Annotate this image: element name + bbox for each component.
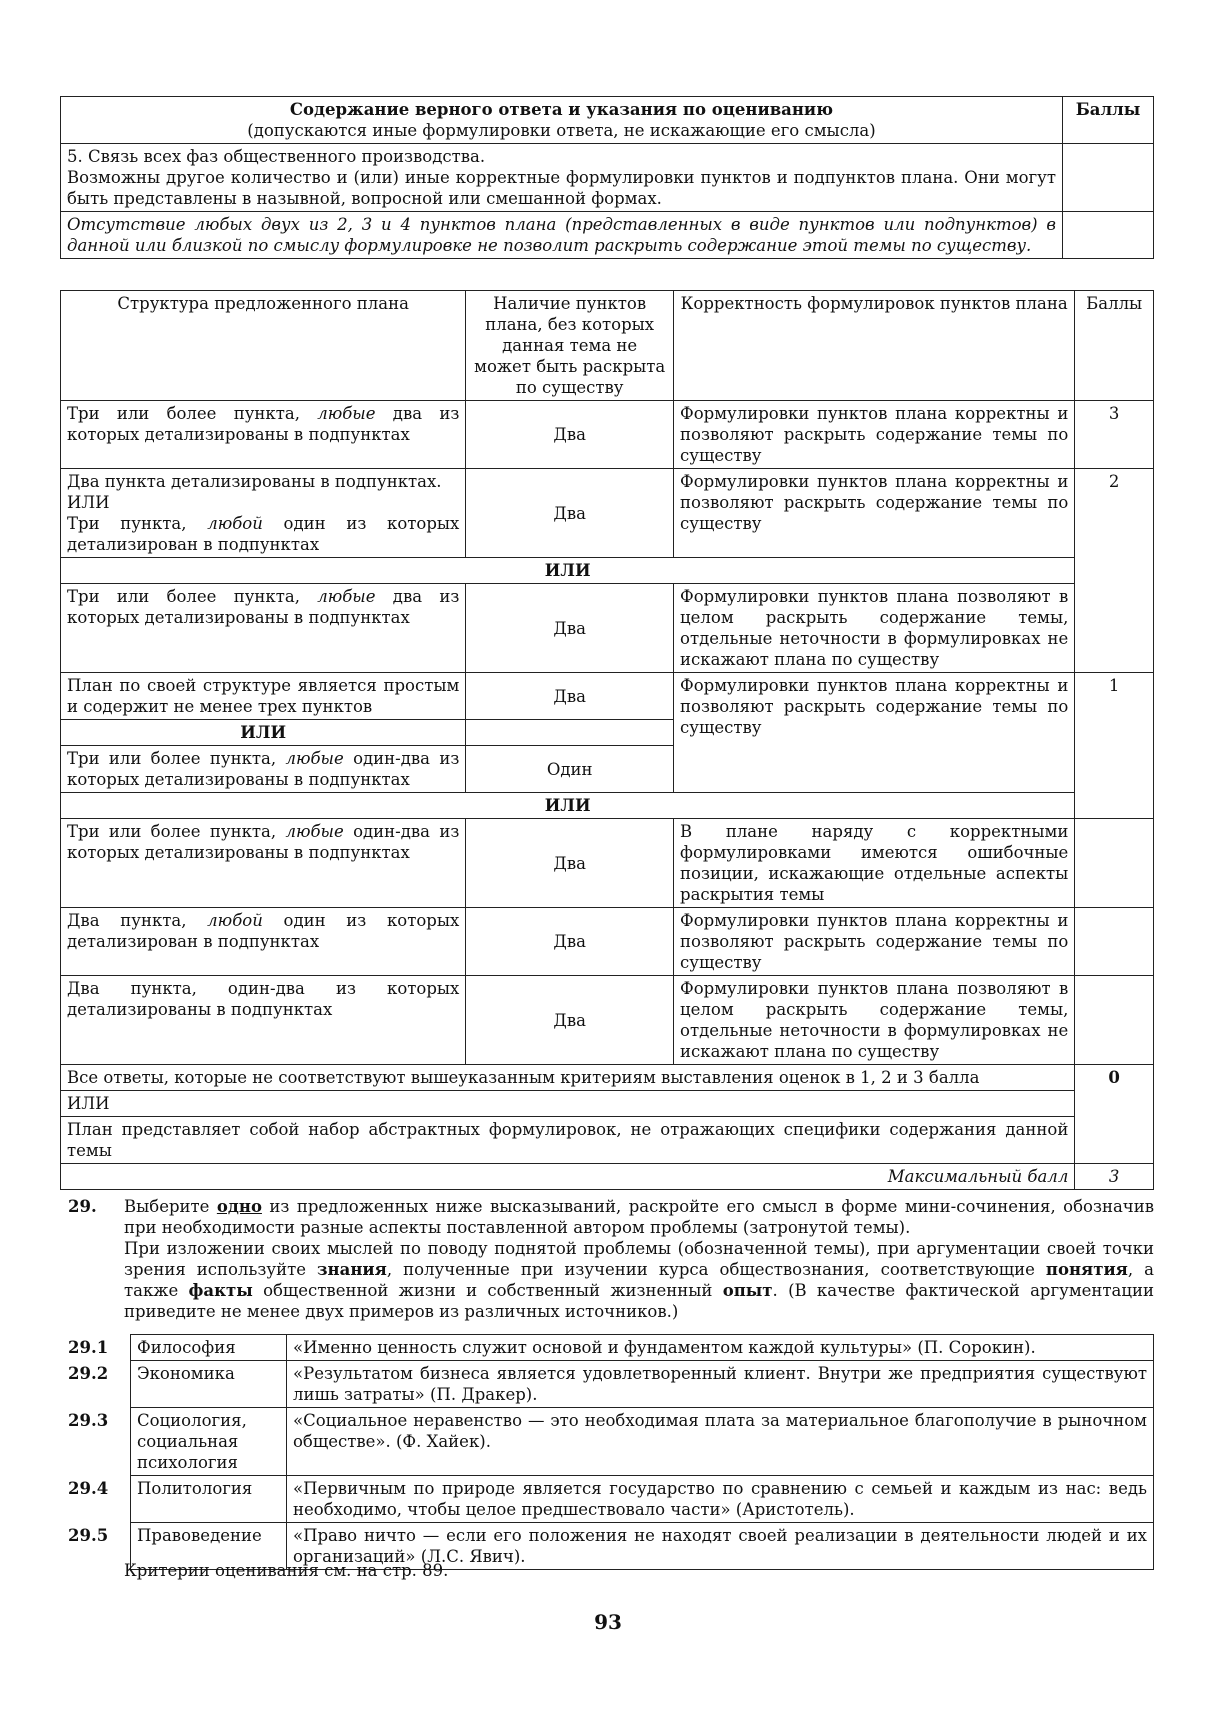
header-balls: Баллы <box>1075 291 1154 401</box>
row1-presence: Два <box>466 401 674 469</box>
row9-balls: 0 <box>1075 1065 1154 1164</box>
topic-row: 29.2 Экономика «Результатом бизнеса является удовлетворенный клиент. Внутри же предприятия существуют лишь затраты» (П. Дракер). <box>60 1361 1154 1408</box>
max-score-label: Максимальный балл <box>61 1164 1075 1190</box>
topic-quote: «Право ничто — если его положения не находят своей реализации в деятельности людей и их организаций» (Л.С. Явич). <box>287 1523 1154 1570</box>
topic-field: Социология, социальная психология <box>131 1408 287 1476</box>
row1-structure: Три или более пункта, любые два из которых детализированы в подпунктах <box>61 401 466 469</box>
question-29 <box>60 1196 1154 1322</box>
italic-note: Отсутствие любых двух из 2, 3 и 4 пунктов плана (представленных в виде пунктов или подпунктов) в данной или близкой по смыслу формулировке не позволит раскрыть содержание этой темы по существу. <box>61 212 1063 259</box>
row8-structure: Два пункта, один-два из которых детализированы в подпунктах <box>61 976 466 1065</box>
row8-correct: Формулировки пунктов плана позволяют в целом раскрыть содержание темы, отдельные неточности в формулировках не искажают плана по существу <box>674 976 1075 1065</box>
row9-all: Все ответы, которые не соответствуют вышеуказанным критериям выставления оценок в 1, 2 и 3 балла <box>61 1065 1075 1091</box>
row7-presence: Два <box>466 908 674 976</box>
row7-structure: Два пункта, любой один из которых детализирован в подпунктах <box>61 908 466 976</box>
topic-row: 29.5 Правоведение «Право ничто — если его положения не находят своей реализации в деятельности людей и их организаций» (Л.С. Явич). <box>60 1523 1154 1570</box>
row6-presence: Два <box>466 819 674 908</box>
row3-presence: Два <box>466 584 674 673</box>
topic-field: Правоведение <box>131 1523 287 1570</box>
row6-correct: В плане наряду с корректными формулировками имеются ошибочные позиции, искажающие отдельные аспекты раскрытия темы <box>674 819 1075 908</box>
row8-presence: Два <box>466 976 674 1065</box>
criteria-reference: Критерии оценивания см. на стр. 89. <box>124 1561 449 1580</box>
row4-balls: 1 <box>1075 673 1154 819</box>
topic-row: 29.3 Социология, социальная психология «Социальное неравенство — это необходимая плата за материальное благополучие в рыночном обществе». (Ф. Хайек). <box>60 1408 1154 1476</box>
row2-presence: Два <box>466 469 674 558</box>
row2-structure: Два пункта детализированы в подпунктах. ИЛИ Три пункта, любой один из которых детализирован в подпунктах <box>61 469 466 558</box>
criteria-table <box>60 290 1154 1190</box>
row6-structure: Три или более пункта, любые один-два из которых детализированы в подпунктах <box>61 819 466 908</box>
or-divider-3: ИЛИ <box>61 793 1075 819</box>
answer-content-title: Содержание верного ответа и указания по оцениванию <box>289 100 834 119</box>
item5-cell <box>61 144 1063 212</box>
header-correctness: Корректность формулировок пунктов плана <box>674 291 1075 401</box>
question-number: 29. <box>68 1197 97 1216</box>
row1-correct: Формулировки пунктов плана корректны и позволяют раскрыть содержание темы по существу <box>674 401 1075 469</box>
topic-quote: «Социальное неравенство — это необходимая плата за материальное благополучие в рыночном обществе». (Ф. Хайек). <box>287 1408 1154 1476</box>
row3-correct: Формулировки пунктов плана позволяют в целом раскрыть содержание темы, отдельные неточности в формулировках не искажают плана по существу <box>674 584 1075 673</box>
topic-field: Экономика <box>131 1361 287 1408</box>
row3-structure: Три или более пункта, любые два из которых детализированы в подпунктах <box>61 584 466 673</box>
topic-quote: «Первичным по природе является государство по сравнению с семьей и каждым из нас: ведь необходимо, чтобы целое предшествовало части» (Аристотель). <box>287 1476 1154 1523</box>
answer-content-subtitle: (допускаются иные формулировки ответа, не искажающие его смысла) <box>247 121 876 140</box>
question-text: Выберите одно из предложенных ниже высказываний, раскройте его смысл в форме мини-сочинения, обозначив при необходимости разные аспекты поставленной автором проблемы (затронутой темы). При изложении своих мыслей по поводу поднятой проблемы (обозначенной темы), при аргументации своей точки зрения используйте знания, полученные при изучении курса обществознания, соответствующие понятия, а также факты общественной жизни и собственный жизненный опыт. (В качестве фактической аргументации приведите не менее двух примеров из различных источников.) <box>124 1197 1155 1321</box>
or-divider-2: ИЛИ <box>61 720 466 746</box>
answer-content-header <box>61 97 1063 144</box>
row5-structure: Три или более пункта, любые один-два из которых детализированы в подпунктах <box>61 746 466 793</box>
row4-structure: План по своей структуре является простым и содержит не менее трех пунктов <box>61 673 466 720</box>
item5-text: 5. Связь всех фаз общественного производства. <box>67 147 486 166</box>
or-divider-1: ИЛИ <box>61 558 1075 584</box>
max-score-value: 3 <box>1075 1164 1154 1190</box>
header-presence: Наличие пунктов плана, без которых данная тема не может быть раскрыта по существу <box>466 291 674 401</box>
row9-or: ИЛИ <box>61 1091 1075 1117</box>
topic-quote: «Результатом бизнеса является удовлетворенный клиент. Внутри же предприятия существуют лишь затраты» (П. Дракер). <box>287 1361 1154 1408</box>
topic-row: 29.4 Политология «Первичным по природе является государство по сравнению с семьей и каждым из нас: ведь необходимо, чтобы целое предшествовало части» (Аристотель). <box>60 1476 1154 1523</box>
topic-row: 29.1 Философия «Именно ценность служит основой и фундаментом каждой культуры» (П. Сорокин). <box>60 1335 1154 1361</box>
header-structure: Структура предложенного плана <box>61 291 466 401</box>
item5-note: Возможны другое количество и (или) иные корректные формулировки пунктов и подпунктов плана. Они могут быть представлены в назывной, вопросной или смешанной формах. <box>67 168 1056 208</box>
balls-header: Баллы <box>1063 97 1154 144</box>
row1-balls: 3 <box>1075 401 1154 469</box>
row4-correct: Формулировки пунктов плана корректны и позволяют раскрыть содержание темы по существу <box>674 673 1075 793</box>
answer-content-table <box>60 96 1154 259</box>
row5-presence: Один <box>466 746 674 793</box>
row2-correct: Формулировки пунктов плана корректны и позволяют раскрыть содержание темы по существу <box>674 469 1075 558</box>
topic-field: Философия <box>131 1335 287 1361</box>
page-number: 93 <box>594 1610 622 1634</box>
topic-field: Политология <box>131 1476 287 1523</box>
row4-presence: Два <box>466 673 674 720</box>
row9-plan: План представляет собой набор абстрактных формулировок, не отражающих специфики содержания данной темы <box>61 1117 1075 1164</box>
topics-table <box>60 1334 1154 1570</box>
row2-balls: 2 <box>1075 469 1154 673</box>
topic-quote: «Именно ценность служит основой и фундаментом каждой культуры» (П. Сорокин). <box>287 1335 1154 1361</box>
row7-correct: Формулировки пунктов плана корректны и позволяют раскрыть содержание темы по существу <box>674 908 1075 976</box>
